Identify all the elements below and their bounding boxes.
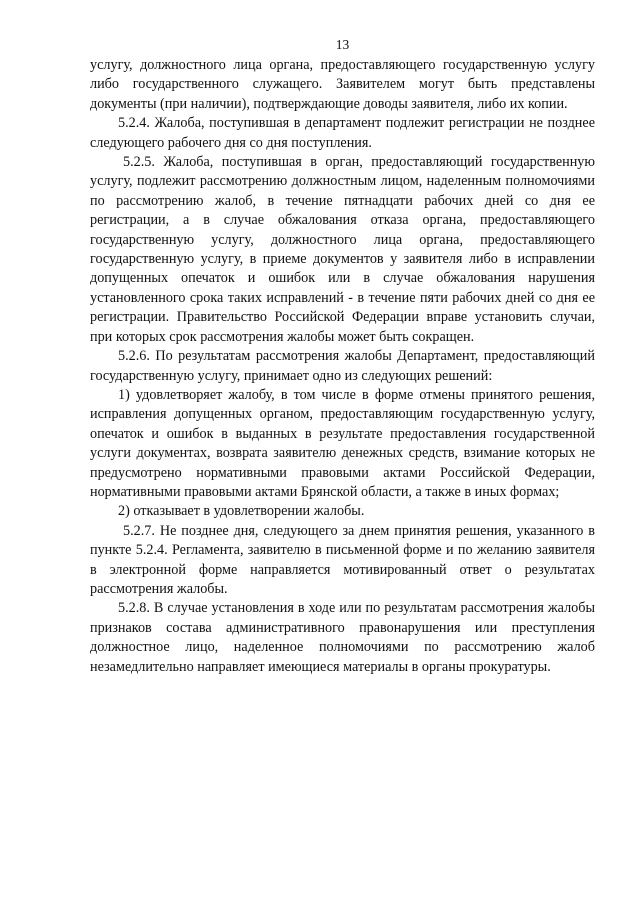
page-number: 13 xyxy=(335,37,350,52)
paragraph-5-2-6: 5.2.6. По результатам рассмотрения жалобы Департамент, предоставляющий государственную услугу, принимает одно из следующих решений: xyxy=(90,348,595,384)
document-page xyxy=(90,36,595,677)
paragraph-5-2-8: 5.2.8. В случае установления в ходе или по результатам рассмотрения жалобы признаков состава административного правонарушения или преступления должностное лицо, наделенное полномочиями по рассмотрению жалоб незамедлительно направляет имеющиеся материалы в органы прокуратуры. xyxy=(90,600,595,675)
paragraph-5-2-4: 5.2.4. Жалоба, поступившая в департамент подлежит регистрации не позднее следующего рабочего дня со дня поступления. xyxy=(90,115,595,151)
paragraph-5-2-5: 5.2.5. Жалоба, поступившая в орган, предоставляющий государственную услугу, подлежит рассмотрению должностным лицом, наделенным полномочиями по рассмотрению жалоб, в течение пятнадцати рабочих дней со дня ее регистрации, а в случае обжалования отказа органа, предоставляющего государственную услугу, должностного лица органа, предоставляющего государственную услугу, в приеме документов у заявителя либо в исправлении допущенных опечаток и ошибок или в случае обжалования нарушения установленного срока таких исправлений - в течение пяти рабочих дней со дня ее регистрации. Правительство Российской Федерации вправе установить случаи, при которых срок рассмотрения жалобы может быть сокращен. xyxy=(90,154,595,345)
list-item-1: 1) удовлетворяет жалобу, в том числе в форме отмены принятого решения, исправления допущенных органом, предоставляющим государственную услугу, опечаток и ошибок в выданных в результате предоставления государственной услуги документах, возврата заявителю денежных средств, взимание которых не предусмотрено нормативными правовыми актами Российской Федерации, нормативными правовыми актами Брянской области, а также в иных формах; xyxy=(90,386,595,500)
paragraph-continuation: услугу, должностного лица органа, предоставляющего государственную услугу либо государственного служащего. Заявителем могут быть представлены документы (при наличии), подтверждающие доводы заявителя, либо их копии. xyxy=(90,57,595,112)
paragraph-5-2-7: 5.2.7. Не позднее дня, следующего за днем принятия решения, указанного в пункте 5.2.4. Регламента, заявителю в письменной форме и по желанию заявителя в электронной форме направляется мотивированный ответ о результатах рассмотрения жалобы. xyxy=(90,522,595,597)
list-item-2: 2) отказывает в удовлетворении жалобы. xyxy=(118,503,365,520)
